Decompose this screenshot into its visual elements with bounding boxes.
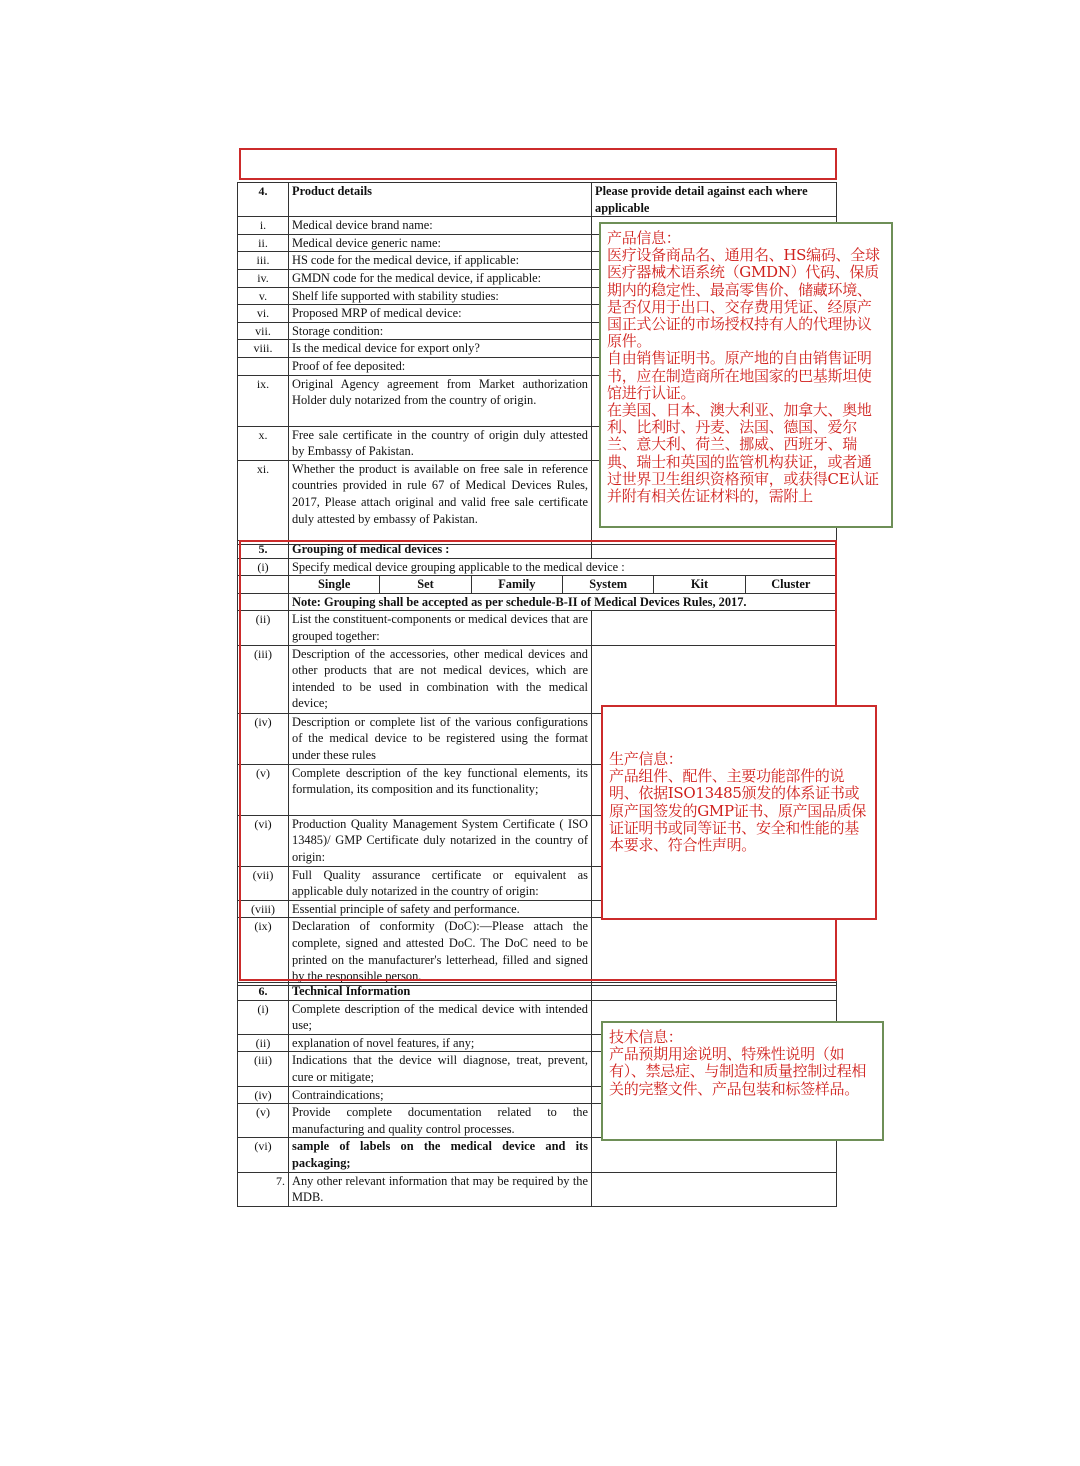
answer-cell[interactable]: [592, 1172, 837, 1206]
row-number: (iii): [238, 645, 289, 713]
row-number: (viii): [238, 900, 289, 918]
note-production-info: 生产信息： 产品组件、配件、主要功能部件的说明、依据ISO13485颁发的体系证书或原产国签发的GMP证书、原产国品质保证证明书或同等证书、安全和性能的基本要求、符合性声明。: [601, 705, 877, 920]
section-7-number: 7.: [238, 1172, 289, 1206]
row-number: i.: [238, 217, 289, 235]
row-number: v.: [238, 287, 289, 305]
row-number: (ii): [238, 611, 289, 645]
row-number: (ix): [238, 918, 289, 985]
section-4-title: Product details: [289, 183, 592, 217]
row-number: vii.: [238, 322, 289, 340]
row-number: (v): [238, 764, 289, 815]
grouping-note: Note: Grouping shall be accepted as per schedule-B-II of Medical Devices Rules, 2017.: [289, 593, 837, 611]
section-5-title: Grouping of medical devices :: [289, 541, 592, 559]
row-number: ix.: [238, 375, 289, 426]
row-label: Complete description of the medical device with intended use;: [289, 1000, 592, 1034]
row-label: Specify medical device grouping applicable to the medical device :: [289, 558, 837, 576]
row-label: Proof of fee deposited:: [289, 357, 592, 375]
row-label: explanation of novel features, if any;: [289, 1034, 592, 1052]
row-label: Medical device brand name:: [289, 217, 592, 235]
row-number: viii.: [238, 340, 289, 358]
row-number: (i): [238, 1000, 289, 1034]
row-number: (iv): [238, 713, 289, 764]
section-4-right-header: Please provide detail against each where applicable: [592, 183, 837, 217]
row-label: Is the medical device for export only?: [289, 340, 592, 358]
section-7-text: Any other relevant information that may be required by the MDB.: [289, 1172, 592, 1206]
row-number: iv.: [238, 269, 289, 287]
row-label: Declaration of conformity (DoC):—Please attach the complete, signed and attested DoC. The DoC need to be printed on the manufacturer's letterhead, filled and signed by the responsible person.: [289, 918, 592, 985]
row-number: (i): [238, 558, 289, 576]
row-number: (v): [238, 1104, 289, 1138]
note-technical-info: 技术信息： 产品预期用途说明、特殊性说明（如有）、禁忌症、与制造和质量控制过程相关的完整文件、产品包装和标签样品。: [601, 1021, 884, 1141]
section-5-number: 5.: [238, 541, 289, 559]
row-label: sample of labels on the medical device and its packaging;: [289, 1138, 592, 1172]
section-6-number: 6.: [238, 983, 289, 1001]
row-number: (iii): [238, 1052, 289, 1086]
row-label: Complete description of the key functional elements, its formulation, its composition and its functionality;: [289, 764, 592, 815]
row-number: (vii): [238, 866, 289, 900]
row-label: Provide complete documentation related to the manufacturing and quality control processes.: [289, 1104, 592, 1138]
row-label: Shelf life supported with stability studies:: [289, 287, 592, 305]
row-label: Proposed MRP of medical device:: [289, 305, 592, 323]
section-4-number: 4.: [238, 183, 289, 217]
answer-cell[interactable]: [592, 983, 837, 1001]
row-label: Whether the product is available on free sale in reference countries provided in rule 67 of Medical Devices Rules, 2017, Please attach original and valid free sale certificate duly attested by embassy of Pakistan.: [289, 460, 592, 544]
row-number: iii.: [238, 252, 289, 270]
row-label: Production Quality Management System Certificate ( ISO 13485)/ GMP Certificate duly notarized in the country of origin:: [289, 815, 592, 866]
row-label: Description or complete list of the various configurations of the medical device to be registered using the format under these rules: [289, 713, 592, 764]
row-number: xi.: [238, 460, 289, 544]
row-label: HS code for the medical device, if applicable:: [289, 252, 592, 270]
group-option-kit[interactable]: Kit: [654, 576, 745, 593]
top-red-box: [239, 148, 837, 180]
row-number: ii.: [238, 234, 289, 252]
row-number: [238, 357, 289, 375]
section-6-title: Technical Information: [289, 983, 592, 1001]
row-label: Contraindications;: [289, 1086, 592, 1104]
row-number: vi.: [238, 305, 289, 323]
row-label: Essential principle of safety and performance.: [289, 900, 592, 918]
row-label: GMDN code for the medical device, if applicable:: [289, 269, 592, 287]
row-number: (vi): [238, 1138, 289, 1172]
group-option-set[interactable]: Set: [380, 576, 471, 593]
row-label: Description of the accessories, other medical devices and other products that are not medical devices, which are intended to be used in combination with the medical device;: [289, 645, 592, 713]
row-label: Free sale certificate in the country of origin duly attested by Embassy of Pakistan.: [289, 426, 592, 460]
group-option-single[interactable]: Single: [289, 576, 380, 593]
group-option-cluster[interactable]: Cluster: [771, 577, 811, 592]
row-number: (vi): [238, 815, 289, 866]
note-product-info: 产品信息： 医疗设备商品名、通用名、HS编码、全球医疗器械术语系统（GMDN）代码、保质期内的稳定性、最高零售价、储藏环境、是否仅用于出口、交存费用凭证、经原产国正式公证的市场授权持有人的代理协议原件。 自由销售证明书。原产地的自由销售证明书，应在制造商所在地国家的巴基斯坦使馆进行认证。 在美国、日本、澳大利亚、加拿大、奥地利、比利时、丹麦、法国、德国、爱尔兰、意大利、荷兰、挪威、西班牙、瑞典、瑞士和英国的监管机构获证，或者通过世界卫生组织资格预审，或获得CE认证并附有相关佐证材料的，需附上: [599, 222, 893, 528]
row-label: List the constituent-components or medical devices that are grouped together:: [289, 611, 592, 645]
answer-cell[interactable]: [592, 1138, 837, 1172]
row-label: Medical device generic name:: [289, 234, 592, 252]
row-label: Original Agency agreement from Market authorization Holder duly notarized from the country of origin.: [289, 375, 592, 426]
group-option-system[interactable]: System: [563, 576, 654, 593]
row-number: (ii): [238, 1034, 289, 1052]
row-number: x.: [238, 426, 289, 460]
row-label: Indications that the device will diagnose, treat, prevent, cure or mitigate;: [289, 1052, 592, 1086]
row-label: Full Quality assurance certificate or equivalent as applicable duly notarized in the country of origin:: [289, 866, 592, 900]
group-option-family[interactable]: Family: [472, 576, 563, 593]
row-label: Storage condition:: [289, 322, 592, 340]
row-number: (iv): [238, 1086, 289, 1104]
